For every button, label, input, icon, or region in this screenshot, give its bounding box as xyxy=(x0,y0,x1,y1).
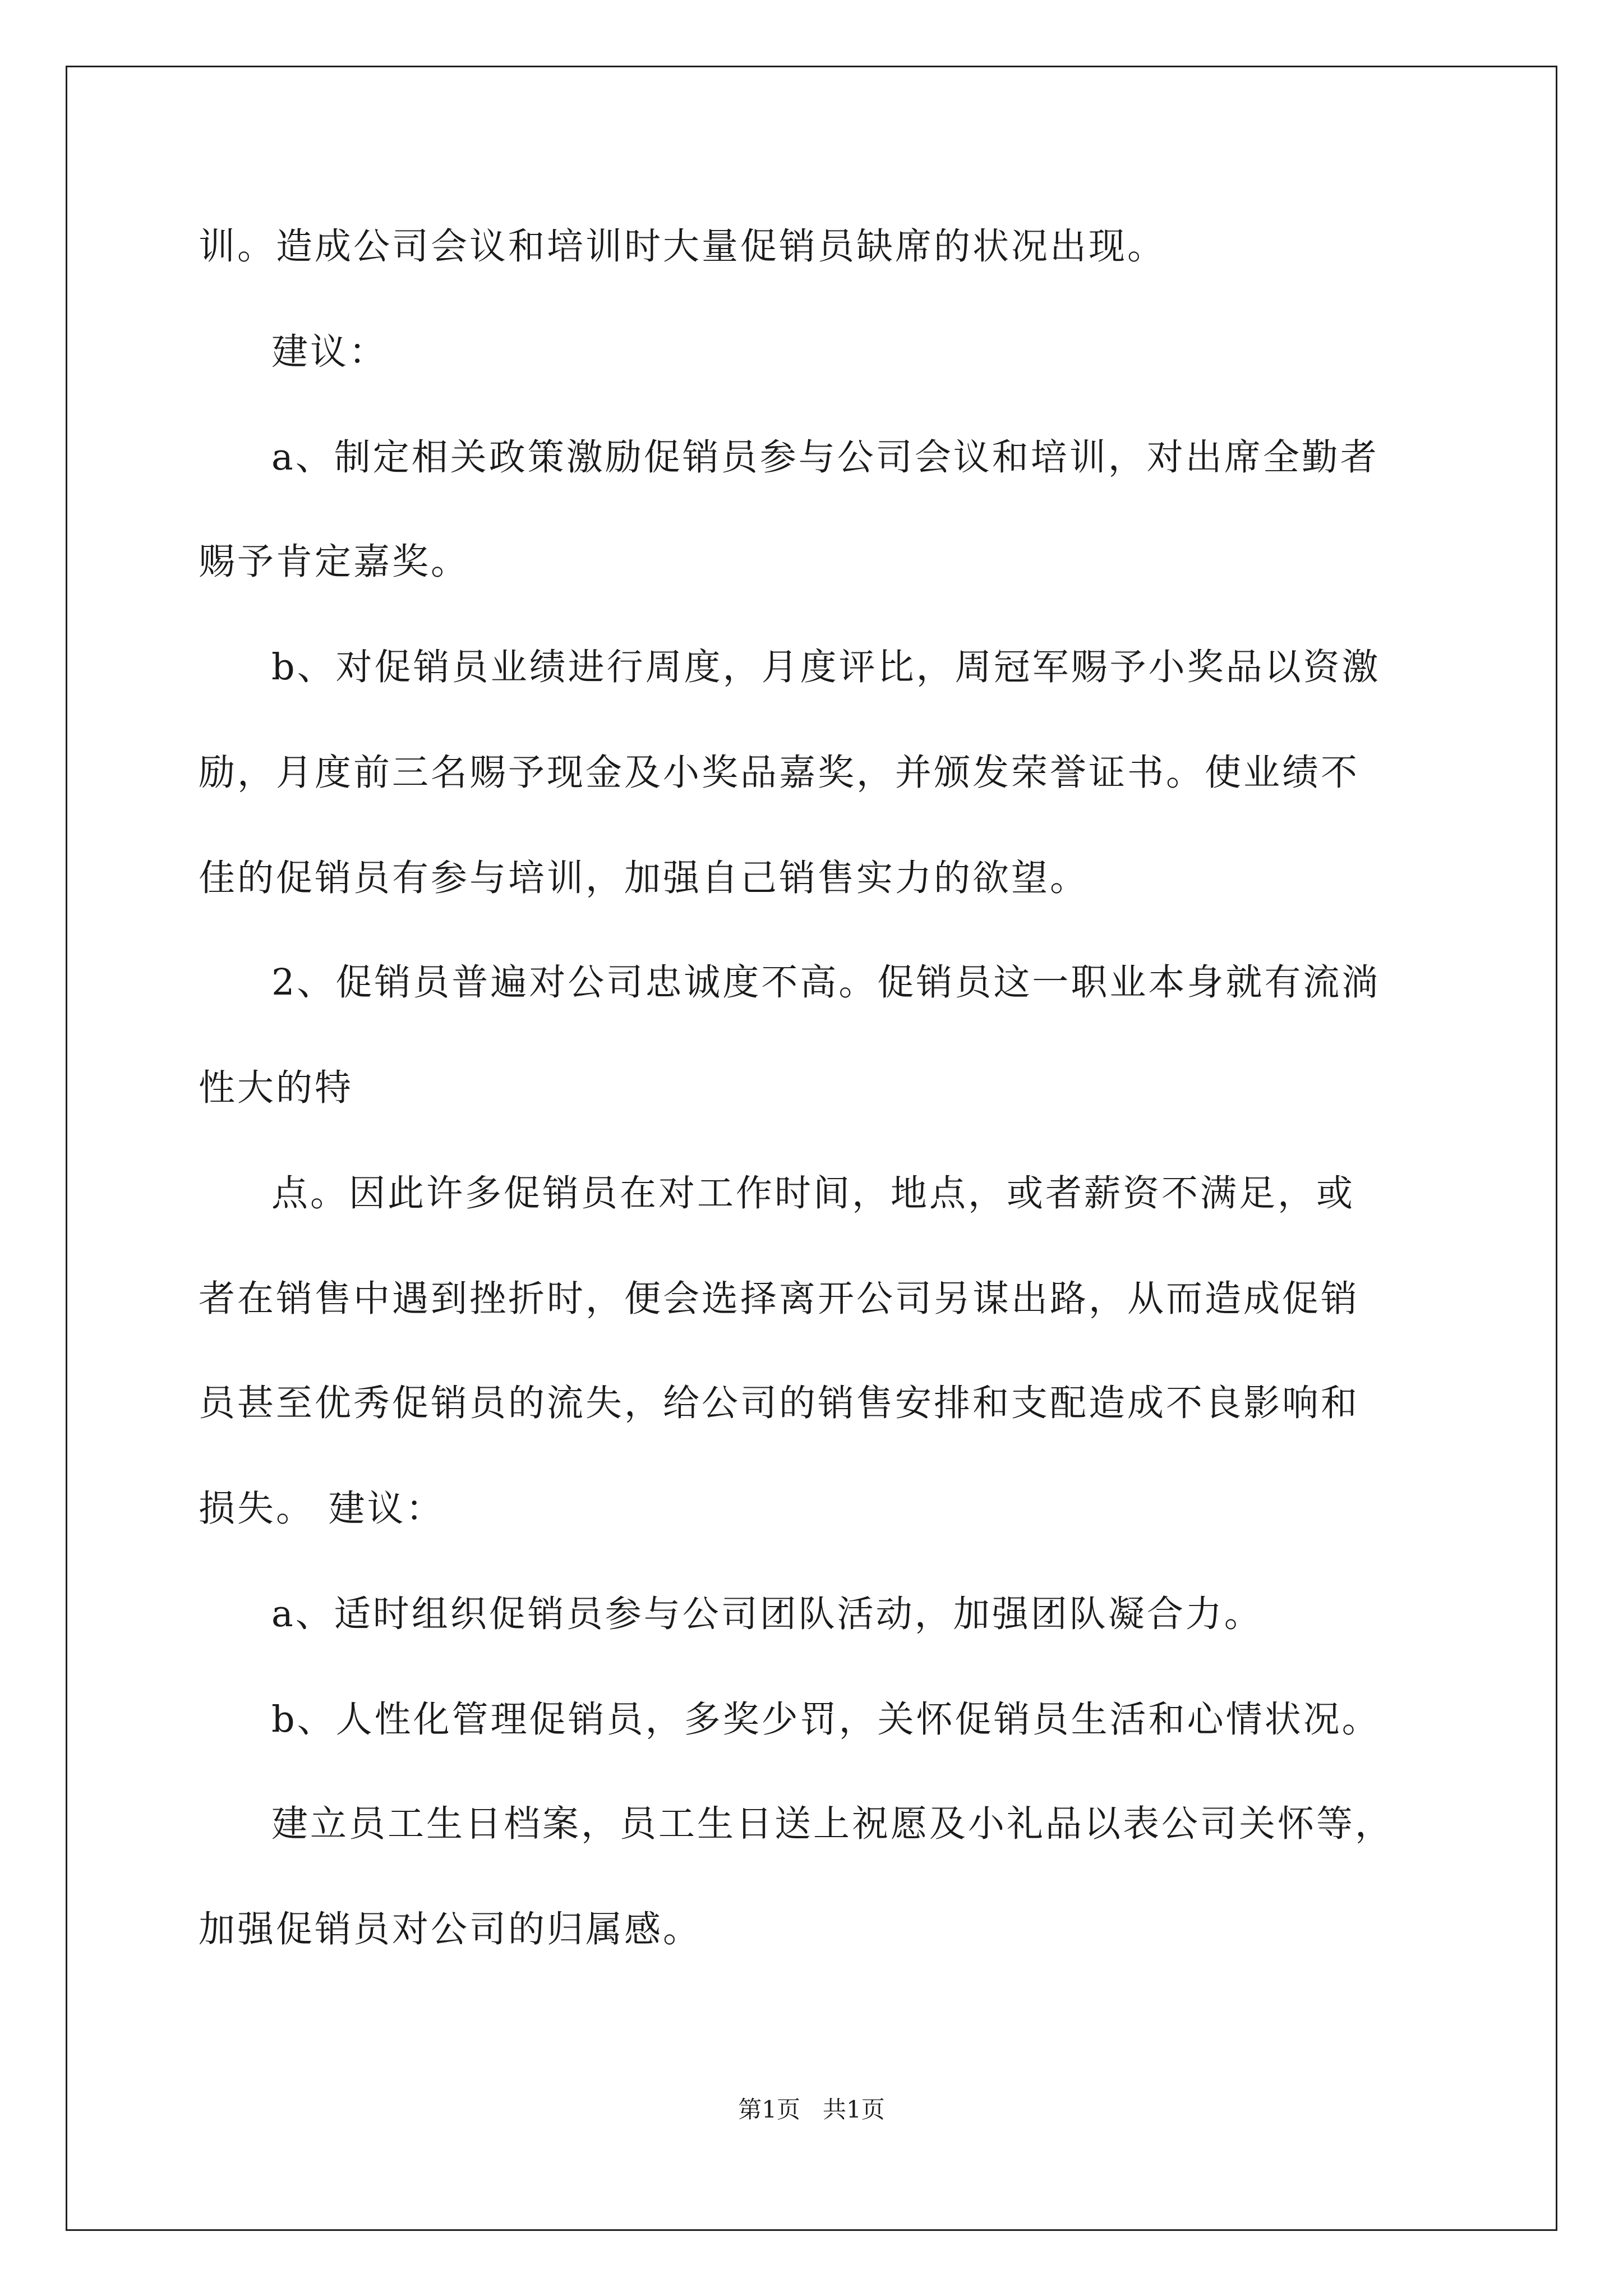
paragraph-line-4: 赐予肯定嘉奖。 xyxy=(199,541,470,583)
paragraph-line-1: 训。造成公司会议和培训时大量促销员缺席的状况出现。 xyxy=(199,226,1166,268)
page-footer: 第1页 共1页 xyxy=(738,2096,885,2123)
paragraph-line-15: b、人性化管理促销员，多奖少罚，关怀促销员生活和心情状况。 xyxy=(271,1699,1381,1741)
paragraph-line-13: 损失。 建议： xyxy=(199,1488,445,1530)
page-border xyxy=(66,66,1557,2231)
paragraph-line-7: 佳的促销员有参与培训，加强自己销售实力的欲望。 xyxy=(199,857,1089,899)
paragraph-line-8: 2、促销员普遍对公司忠诚度不高。促销员这一职业本身就有流淌 xyxy=(271,961,1381,1004)
paragraph-line-2: 建议： xyxy=(271,331,388,373)
paragraph-line-11: 者在销售中遇到挫折时，便会选择离开公司另谋出路，从而造成促销 xyxy=(199,1278,1360,1320)
paragraph-line-16: 建立员工生日档案，员工生日送上祝愿及小礼品以表公司关怀等， xyxy=(271,1803,1394,1845)
paragraph-line-3: a、制定相关政策激励促销员参与公司会议和培训，对出席全勤者 xyxy=(271,436,1379,478)
paragraph-line-12: 员甚至优秀促销员的流失，给公司的销售安排和支配造成不良影响和 xyxy=(199,1382,1360,1424)
paragraph-line-5: b、对促销员业绩进行周度，月度评比，周冠军赐予小奖品以资激 xyxy=(271,646,1381,688)
paragraph-line-17: 加强促销员对公司的归属感。 xyxy=(199,1908,702,1950)
paragraph-line-9: 性大的特 xyxy=(199,1067,354,1109)
paragraph-line-14: a、适时组织促销员参与公司团队活动，加强团队凝合力。 xyxy=(271,1593,1263,1635)
paragraph-line-10: 点。因此许多促销员在对工作时间，地点，或者薪资不满足，或 xyxy=(271,1172,1355,1214)
paragraph-line-6: 励，月度前三名赐予现金及小奖品嘉奖，并颁发荣誉证书。使业绩不 xyxy=(199,752,1360,794)
